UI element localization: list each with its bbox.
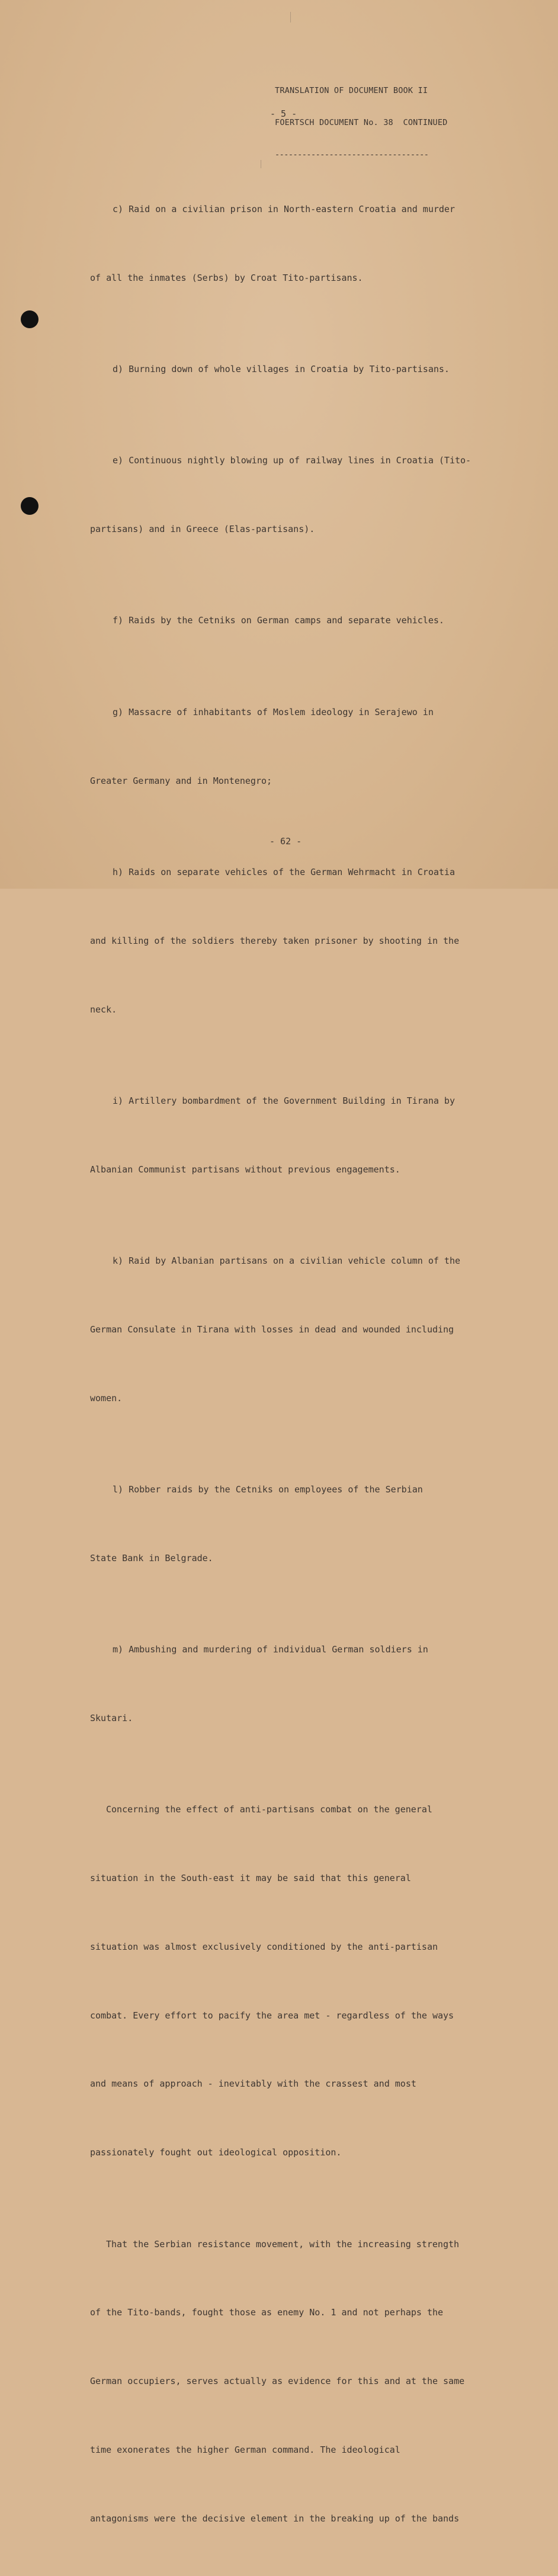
text-line: Skutari. bbox=[90, 1712, 133, 1723]
text-line: and means of approach - inevitably with the crassest and most bbox=[90, 2078, 416, 2090]
text-line: State Bank in Belgrade. bbox=[90, 1552, 213, 1563]
text-line: Concerning the effect of anti-partisans combat on the general bbox=[106, 1804, 432, 1815]
text-line: That the Serbian resistance movement, with the increasing strength bbox=[106, 2238, 460, 2250]
body-text bbox=[90, 129, 499, 2576]
text-line: combat. Every effort to pacify the area met - regardless of the ways bbox=[90, 2010, 454, 2021]
text-line: passionately fought out ideological opposition. bbox=[90, 2147, 342, 2158]
header-subtitle: FOERTSCH DOCUMENT No. 38 CONTINUED bbox=[275, 118, 448, 127]
punch-hole-top bbox=[21, 310, 39, 328]
text-line: German occupiers, serves actually as evidence for this and at the same bbox=[90, 2376, 465, 2387]
punch-hole-bottom bbox=[21, 497, 39, 515]
text-line: f) Raids by the Cetniks on German camps and separate vehicles. bbox=[113, 615, 444, 626]
text-line: partisans) and in Greece (Elas-partisans). bbox=[90, 524, 315, 535]
page-top-number: - 5 - bbox=[270, 108, 297, 119]
text-line: c) Raid on a civilian prison in North-eastern Croatia and murder bbox=[113, 203, 455, 214]
text-line: antagonisms were the decisive element in the breaking up of the bands bbox=[90, 2513, 460, 2524]
header-title: TRANSLATION OF DOCUMENT BOOK II bbox=[275, 86, 428, 95]
text-line: German Consulate in Tirana with losses in dead and wounded including bbox=[90, 1324, 454, 1335]
text-line: Greater Germany and in Montenegro; bbox=[90, 775, 272, 786]
paper-mark bbox=[290, 12, 291, 23]
text-line: of all the inmates (Serbs) by Croat Tito-partisans. bbox=[90, 272, 363, 283]
text-line: time exonerates the higher German command. The ideological bbox=[90, 2444, 400, 2455]
header-rule: ---------------------------------- bbox=[275, 150, 429, 159]
text-line: d) Burning down of whole villages in Croatia by Tito-partisans. bbox=[113, 363, 450, 374]
text-line: situation in the South-east it may be said that this general bbox=[90, 1873, 411, 1884]
text-line: i) Artillery bombardment of the Government Building in Tirana by bbox=[113, 1095, 455, 1106]
text-line: women. bbox=[90, 1392, 123, 1404]
text-line: of the Tito-bands, fought those as enemy No. 1 and not perhaps the bbox=[90, 2307, 444, 2318]
text-line: e) Continuous nightly blowing up of railway lines in Croatia (Tito- bbox=[113, 455, 472, 466]
text-line: k) Raid by Albanian partisans on a civilian vehicle column of the bbox=[113, 1255, 460, 1267]
text-line: neck. bbox=[90, 1004, 117, 1015]
text-line: l) Robber raids by the Cetniks on employees of the Serbian bbox=[113, 1484, 423, 1495]
page-bottom-number: - 62 - bbox=[270, 836, 302, 847]
text-line: and killing of the soldiers thereby taken prisoner by shooting in the bbox=[90, 935, 460, 946]
text-line: h) Raids on separate vehicles of the German Wehrmacht in Croatia bbox=[113, 867, 455, 877]
text-line: m) Ambushing and murdering of individual German soldiers in bbox=[113, 1644, 428, 1655]
text-line: situation was almost exclusively conditioned by the anti-partisan bbox=[90, 1941, 438, 1952]
text-line: g) Massacre of inhabitants of Moslem ideology in Serajewo in bbox=[113, 706, 434, 717]
text-line: Albanian Communist partisans without previous engagements. bbox=[90, 1164, 400, 1175]
